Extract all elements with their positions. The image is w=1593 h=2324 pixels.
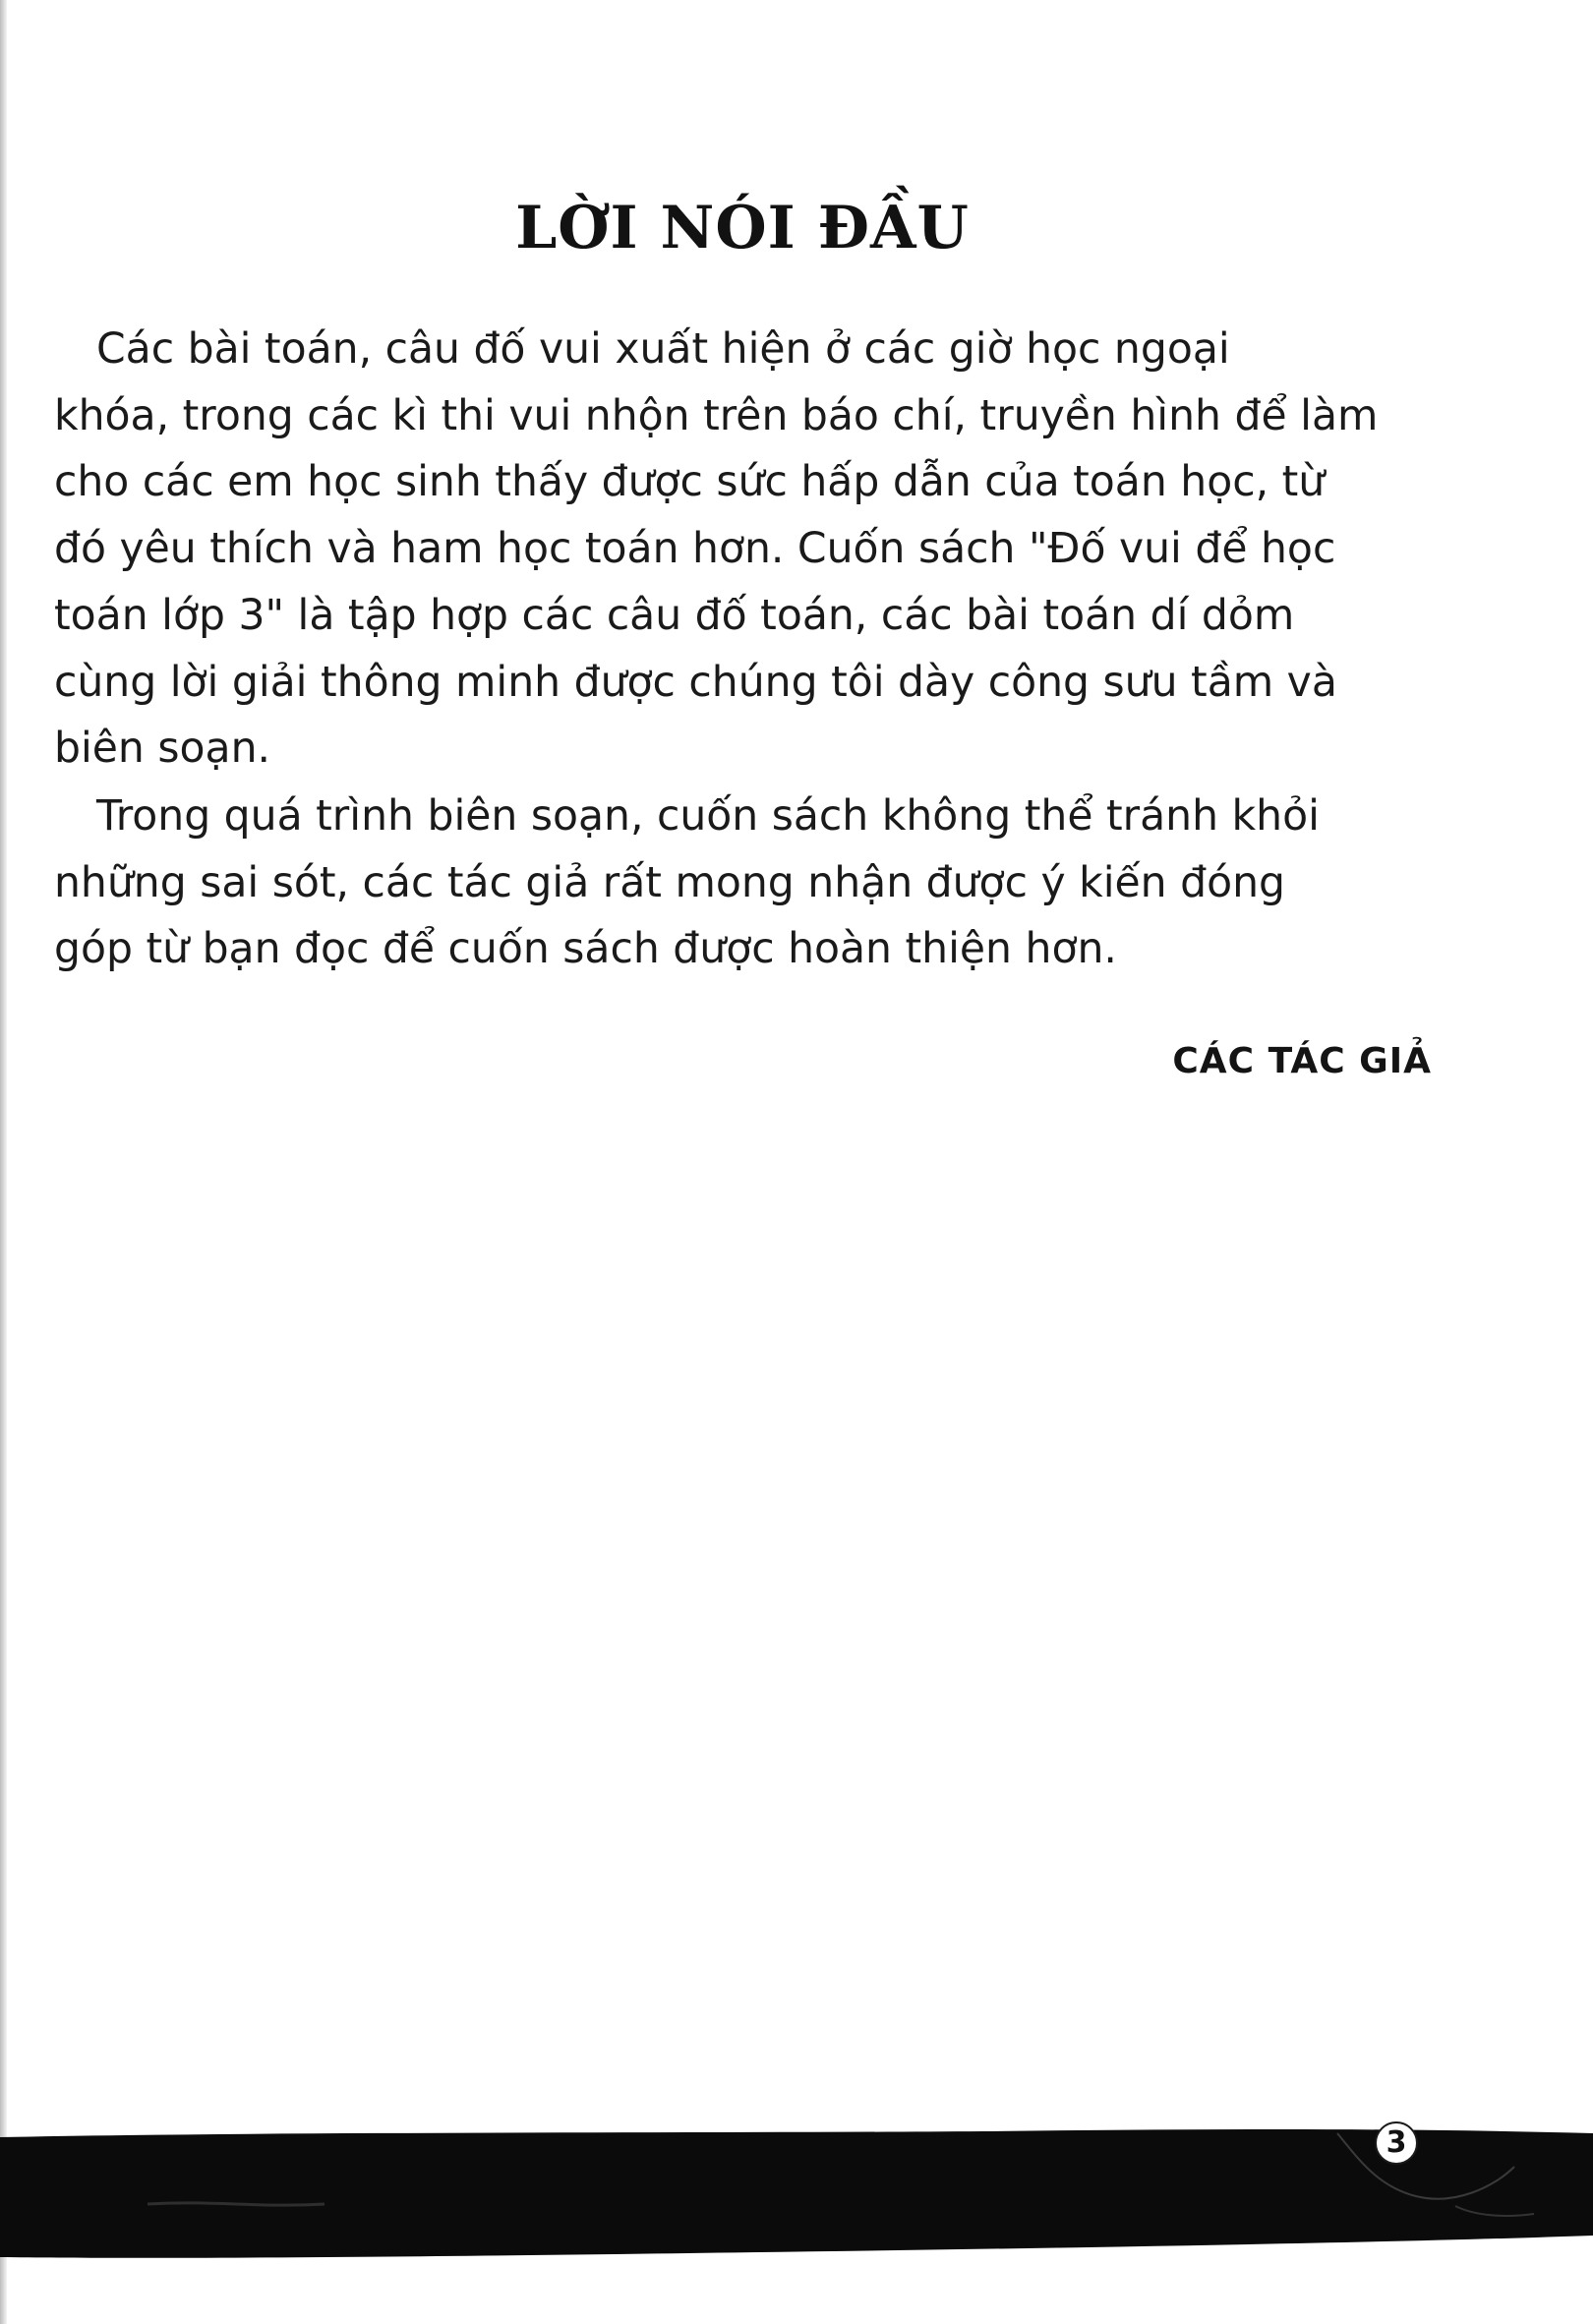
preface-body — [54, 317, 1431, 983]
preface-paragraph-1: Các bài toán, câu đố vui xuất hiện ở các giờ học ngoại khóa, trong các kì thi vui nhộn trên báo chí, truyền hình để làm cho các em học sinh thấy được sức hấp dẫn của toán học, từ đó yêu thích và ham học toán hơn. Cuốn sách "Đố vui để học toán lớp 3" là tập hợp các câu đố toán, các bài toán dí dỏm cùng lời giải thông minh được chúng tôi dày công sưu tầm và biên soạn. — [54, 325, 1379, 774]
page-title: LỜI NÓI ĐẦU — [515, 194, 970, 263]
authors-signature: CÁC TÁC GIẢ — [1172, 1041, 1432, 1081]
preface-paragraph-2: Trong quá trình biên soạn, cuốn sách không thể tránh khỏi những sai sót, các tác giả rất mong nhận được ý kiến đóng góp từ bạn đọc để cuốn sách được hoàn thiện hơn. — [54, 791, 1320, 974]
page-edge — [0, 0, 7, 2324]
page-number-badge: 3 — [1375, 2121, 1418, 2165]
footer-band — [0, 2127, 1593, 2324]
